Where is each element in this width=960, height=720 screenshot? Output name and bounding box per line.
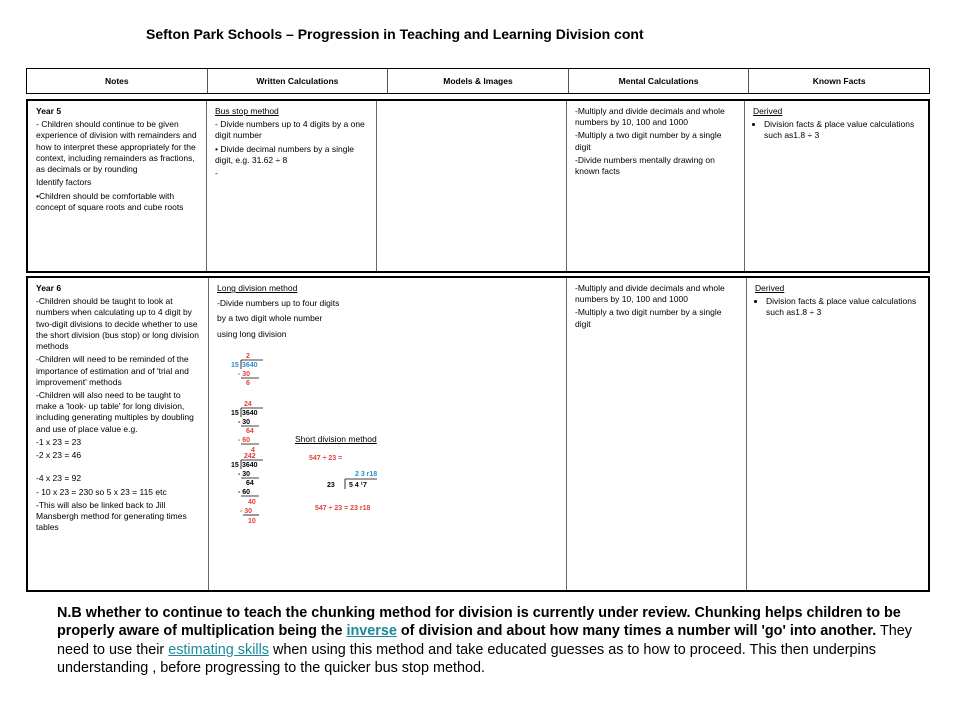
footnote — [57, 604, 917, 678]
year5-mental-item: -Multiply and divide decimals and whole numbers by 10, 100 and 1000 — [575, 106, 725, 128]
year6-note: -4 x 23 = 92 — [36, 473, 82, 484]
year6-note: -This will also be linked back to Jill Mansbergh method for generating times tables — [36, 499, 187, 533]
ld1-dividend: 3640 — [242, 362, 258, 369]
ld2-remainder: 4 — [251, 447, 255, 454]
ld3-subtract-3: - 30 — [240, 508, 253, 515]
ld3-dividend: 3640 — [242, 462, 258, 469]
ld1-remainder: 6 — [246, 380, 250, 387]
ld2-subtract-2: - 60 — [238, 437, 251, 444]
ld3-partial-2: 40 — [248, 499, 256, 506]
year6-known-title: Derived — [755, 283, 785, 293]
ld3-subtract-2: - 60 — [238, 489, 251, 496]
year6-note: -Children should be taught to look at numbers when calculating up to 4 digit by two-digit divisions to decide whether to use the short division (bus stop) or long division methods — [36, 296, 199, 352]
page-title: Sefton Park Schools – Progression in Teaching and Learning Division cont — [146, 26, 644, 42]
footnote-plain-2: when using this method and take educated guesses as to how to proceed. This then underpins understanding , before progressing to the quicker bus stop method. — [57, 641, 876, 677]
year5-mental-item: -Divide numbers mentally drawing on known facts — [575, 154, 715, 177]
sd-dividend: 5 4 ¹7 — [349, 482, 367, 489]
ld1-divisor: 15 — [231, 362, 239, 369]
table-header — [26, 68, 930, 94]
ld2-divisor: 15 — [231, 410, 239, 417]
short-division-title: Short division method — [295, 434, 377, 444]
year6-written-item: by a two digit whole number — [217, 313, 323, 324]
header-mental: Mental Calculations — [568, 69, 749, 93]
sd-quotient: 2 3 r18 — [355, 471, 378, 478]
year6-notes — [28, 278, 208, 590]
year5-known-title: Derived — [753, 106, 783, 116]
year5-models — [376, 101, 566, 271]
year6-mental-item: -Multiply a two digit number by a single digit — [575, 307, 722, 329]
ld3-divisor: 15 — [231, 462, 239, 469]
year6-written — [208, 278, 566, 590]
year6-known — [746, 278, 928, 590]
header-notes: Notes — [104, 76, 129, 86]
year5-written-title: Bus stop method — [215, 106, 279, 116]
year5-note: - Children should continue to be given experience of division with remainders and how to interpret these appropriately for the context, including remainders as fractions, as decimals or by rounding — [36, 119, 197, 175]
year5-written-item: - Divide numbers up to 4 digits by a one digit number — [215, 119, 365, 141]
header-written: Written Calculations — [207, 69, 388, 93]
year5-known-list — [753, 119, 920, 141]
header-known: Known Facts — [748, 69, 929, 93]
year5-panel — [26, 99, 930, 273]
sd-question: 547 ÷ 23 = — [309, 455, 343, 462]
year6-note: -2 x 23 = 46 — [36, 450, 82, 461]
year6-panel — [26, 276, 930, 592]
year5-note: •Children should be comfortable with concept of square roots and cube roots — [36, 190, 184, 212]
footnote-bold-1: N.B whether to continue to teach the chunking method for division is currently under review. Chunking helps children to be properly aware of multiplication being the — [57, 605, 901, 640]
sd-answer: 547 ÷ 23 = 23 r18 — [315, 505, 371, 512]
year5-note: Identify factors — [36, 177, 92, 188]
ld2-quotient: 24 — [244, 401, 252, 408]
sd-divisor: 23 — [327, 482, 335, 489]
long-division-example-1 — [229, 350, 269, 390]
ld2-dividend: 3640 — [242, 410, 258, 417]
ld1-quotient: 2 — [246, 353, 250, 360]
ld3-quotient: 242 — [244, 453, 256, 460]
year6-known-item: • Division facts & place value calculations such as1.8 ÷ 3 — [766, 296, 920, 318]
year5-notes — [28, 101, 206, 271]
ld2-partial: 64 — [246, 428, 254, 435]
ld3-remainder: 10 — [248, 518, 256, 525]
ld2-subtract-1: - 30 — [238, 419, 251, 426]
year5-known-item: • Division facts & place value calculations such as1.8 ÷ 3 — [764, 119, 920, 141]
ld3-subtract-1: - 30 — [238, 471, 251, 478]
year6-heading: Year 6 — [36, 283, 62, 293]
year6-note: -1 x 23 = 23 — [36, 436, 82, 447]
year6-note: - 10 x 23 = 230 so 5 x 23 = 115 etc — [36, 486, 167, 497]
year6-written-title: Long division method — [217, 283, 298, 293]
year6-written-item: using long division — [217, 328, 287, 339]
year5-written — [206, 101, 376, 271]
year6-written-item: -Divide numbers up to four digits — [217, 298, 340, 309]
year6-mental — [566, 278, 746, 590]
year5-mental — [566, 101, 744, 271]
ld3-partial-1: 64 — [246, 480, 254, 487]
year5-known — [744, 101, 928, 271]
year5-written-item: - — [215, 168, 218, 179]
ld1-subtract: - 30 — [238, 371, 251, 378]
inverse-link[interactable]: inverse — [346, 623, 397, 640]
long-division-example-3 — [229, 450, 269, 538]
short-division-example — [307, 450, 399, 520]
year6-known-list — [755, 296, 920, 318]
footnote-bold-2: of division and about how many times a number will 'go' into another. — [396, 623, 877, 640]
year6-mental-item: -Multiply and divide decimals and whole numbers by 10, 100 and 1000 — [575, 283, 725, 305]
year5-mental-item: -Multiply a two digit number by a single digit — [575, 130, 722, 152]
estimating-skills-link[interactable]: estimating skills — [168, 641, 269, 658]
year5-written-item: • Divide decimal numbers by a single digit, e.g. 31.62 ÷ 8 — [215, 143, 355, 165]
year6-note: -Children will need to be reminded of the importance of estimation and of 'trial and improvement' methods — [36, 354, 189, 387]
year6-note: -Children will also need to be taught to make a 'look- up table' for long division, including generating multiples by doubling and use of place value e.g. — [36, 389, 194, 434]
year5-heading: Year 5 — [36, 106, 62, 116]
footnote-plain-1: They need to use their — [57, 623, 912, 658]
header-models: Models & Images — [387, 69, 568, 93]
